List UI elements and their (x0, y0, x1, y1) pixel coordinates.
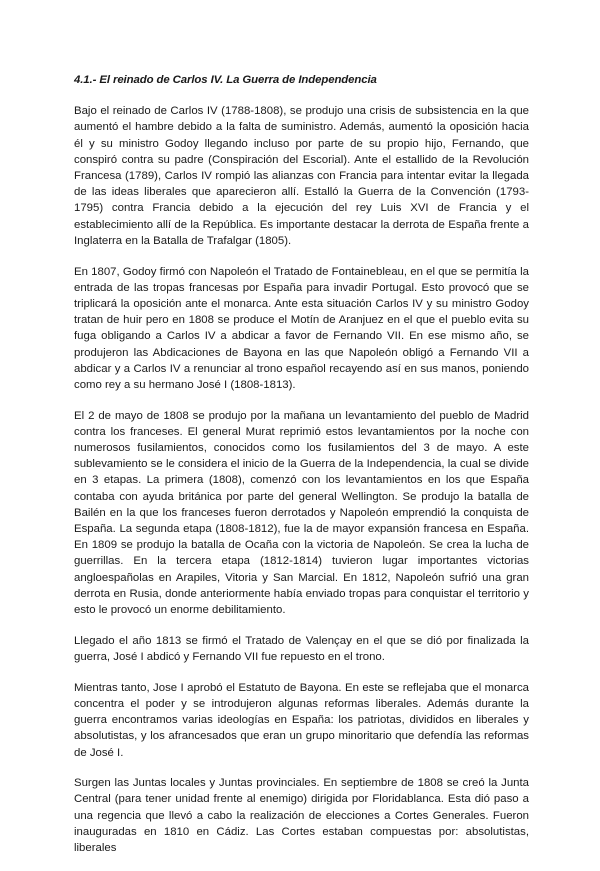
section-title: 4.1.- El reinado de Carlos IV. La Guerra de Independencia (74, 74, 377, 86)
paragraph-juntas: Surgen las Juntas locales y Juntas provinciales. En septiembre de 1808 se creó la Junta Central (para tener unidad frente al enemigo) dirigida por Floridablanca. Esta dió paso a una regencia que llevó a cabo la realización de elecciones a Cortes Generales. Fueron inauguradas en 1810 en Cádiz. Las Cortes estaban compuestas por: absolutistas, liberales (74, 777, 529, 855)
paragraph-estatuto-bayona: Mientras tanto, Jose I aprobó el Estatuto de Bayona. En este se reflejaba que el monarca concentra el poder y se introdujeron algunas reformas liberales. Además durante la guerra encontramos varias ideologías en España: los patriotas, divididos en liberales y absolutistas, y los afrancesados que eran un grupo minoritario que defendía las reformas de José I. (74, 681, 529, 759)
document-page (74, 72, 529, 871)
paragraph-fontainebleau: En 1807, Godoy firmó con Napoleón el Tratado de Fontainebleau, en el que se permitía la entrada de las tropas francesas por España para invadir Portugal. Esto provocó que se triplicará la oposición ante el monarca. Ante esta situación Carlos IV y su ministro Godoy tratan de huir pero en 1808 se produce el Motín de Aranjuez en el que el pueblo evita su fuga obligando a Carlos IV a abdicar a favor de Fernando VII. En ese mismo año, se produjeron las Abdicaciones de Bayona en las que Napoleón obligó a Fernando VII a abdicar y a Carlos IV a renunciar al trono español recayendo así en sus manos, poniendo como rey a su hermano José I (1808-1813). (74, 265, 529, 391)
paragraph-carlos-iv-reign: Bajo el reinado de Carlos IV (1788-1808), se produjo una crisis de subsistencia en la que aumentó el hambre debido a la falta de suministro. Además, aumentó la oposición hacia él y su ministro Godoy llegando incluso por parte de su propio hijo, Fernando, que conspiró contra su padre (Conspiración del Escorial). Ante el estallido de la Revolución Francesa (1789), Carlos IV rompió las alianzas con Francia para intentar evitar la llegada de las ideas liberales que aparecieron allí. Estalló la Guerra de la Convención (1793-1795) contra Francia debido a la ejecución del rey Luis XVI de Francia y el establecimiento allí de la República. Es importante destacar la derrota de España frente a Inglaterra en la Batalla de Trafalgar (1805). (74, 105, 529, 247)
paragraph-dos-de-mayo: El 2 de mayo de 1808 se produjo por la mañana un levantamiento del pueblo de Madrid contra los franceses. El general Murat reprimió estos levantamientos por la noche con numerosos fusilamientos, conocidos como los fusilamientos del 3 de mayo. A este sublevamiento se le considera el inicio de la Guerra de la Independencia, la cual se divide en 3 etapas. La primera (1808), comenzó con los levantamientos en los que España contaba con ayuda británica por parte del general Wellington. Se produjo la batalla de Bailén en la que los franceses fueron derrotados y Napoleón emprendió la conquista de España. La segunda etapa (1808-1812), fue la de mayor expansión francesa en España. En 1809 se produjo la batalla de Ocaña con la victoria de Napoleón. Se crea la lucha de guerrillas. En la tercera etapa (1812-1814) tuvieron lugar importantes victorias angloespañolas en Arapiles, Vitoria y San Marcial. En 1812, Napoleón sufrió una gran derrota en Rusia, donde anteriormente había enviado tropas para conquistar el territorio y esto le provocó un enorme debilitamiento. (74, 409, 529, 617)
paragraph-valencay: Llegado el año 1813 se firmó el Tratado de Valençay en el que se dió por finalizada la guerra, José I abdicó y Fernando VII fue repuesto en el trono. (74, 634, 529, 663)
